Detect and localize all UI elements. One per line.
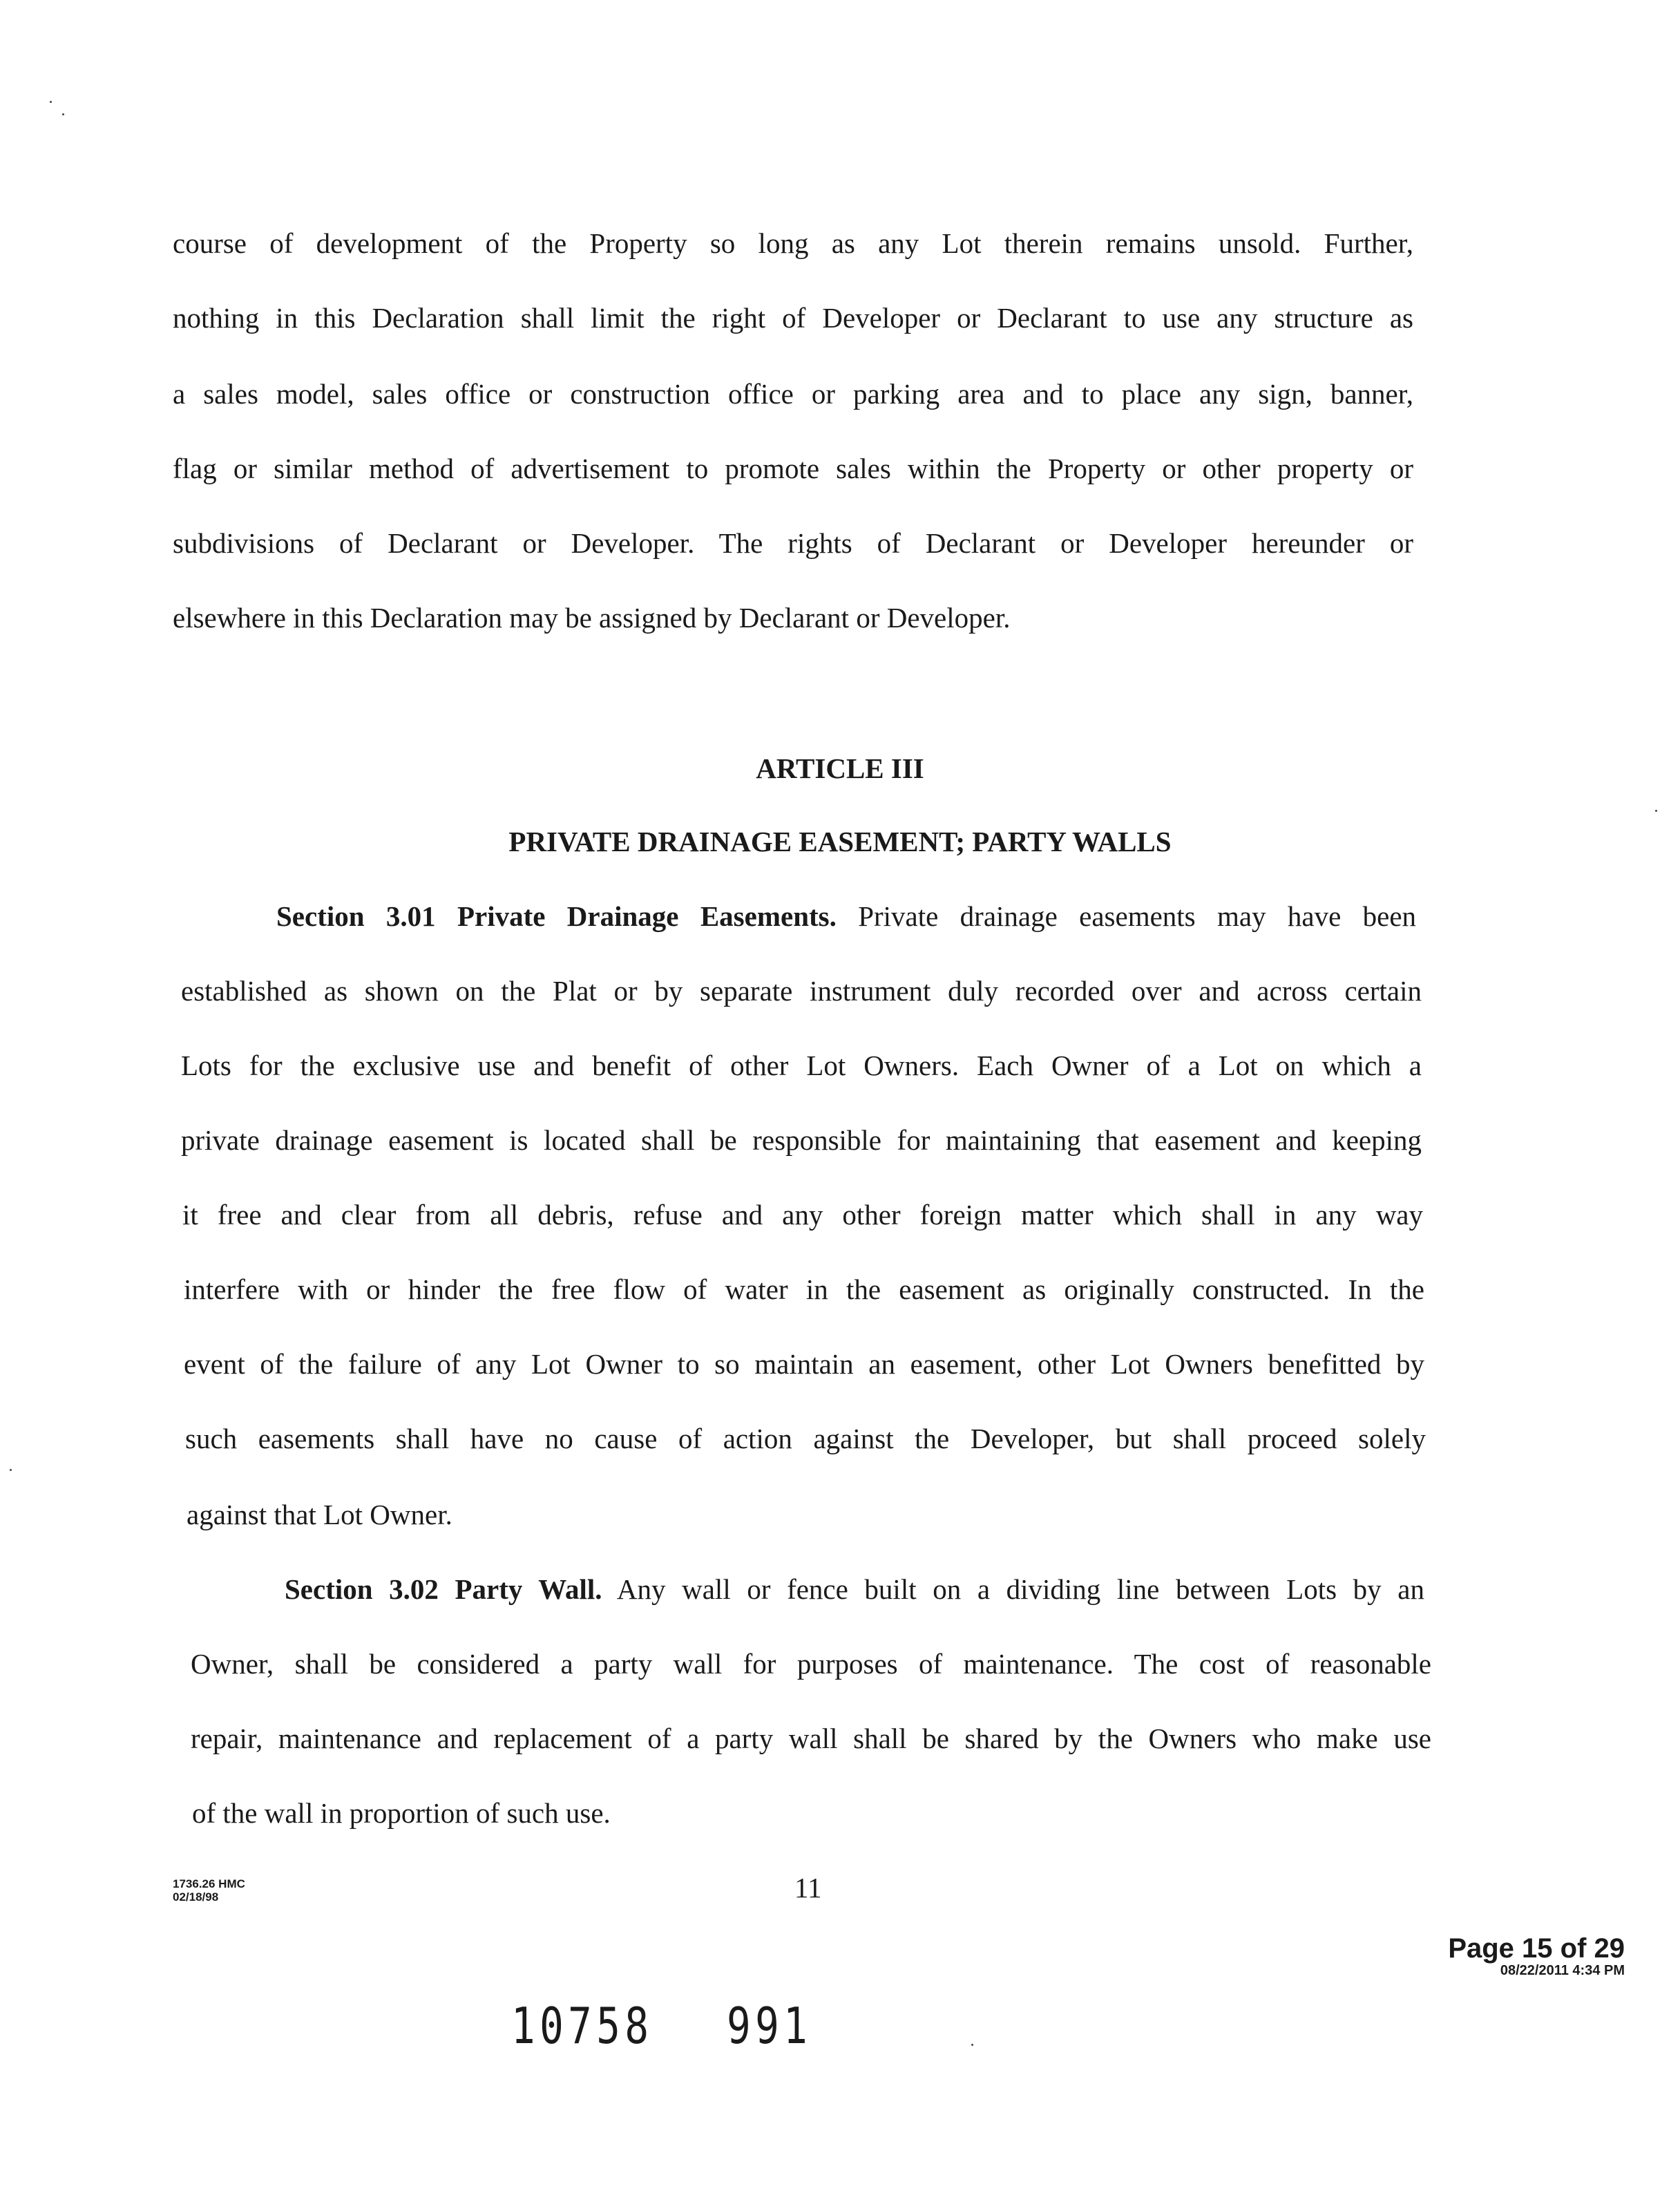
doc-code: 1736.26 HMC [173,1877,245,1890]
scan-speck [10,1469,12,1471]
paragraph-line: established as shown on the Plat or by separate instrument duly recorded over and across certain [181,975,1422,1007]
recording-page: 991 [727,1997,812,2055]
page-number: 11 [794,1872,822,1904]
paragraph-line: event of the failure of any Lot Owner to so maintain an easement, other Lot Owners benefitted by [184,1348,1424,1380]
section-title: Party Wall. [455,1573,602,1605]
paragraph-line: course of development of the Property so long as any Lot therein remains unsold. Further, [173,227,1413,259]
paragraph-line: of the wall in proportion of such use. [192,1797,611,1829]
paragraph-line: such easements shall have no cause of action against the Developer, but shall proceed solely [185,1423,1426,1454]
page-count-label: Page 15 of 29 [1448,1933,1625,1964]
recording-timestamp: 08/22/2011 4:34 PM [1500,1963,1625,1978]
section-first-line [276,902,1416,931]
scan-speck [50,101,52,103]
article-heading: ARTICLE III [756,752,924,784]
footer-doc-code [173,1878,245,1904]
section-number: Section 3.02 [285,1573,439,1605]
section-text: Any wall or fence built on a dividing line between Lots by an [616,1573,1424,1605]
paragraph-line: interfere with or hinder the free flow of water in the easement as originally constructed. In the [184,1273,1424,1305]
scan-speck [971,2044,973,2046]
section-first-line [285,1575,1424,1604]
paragraph-line: against that Lot Owner. [187,1499,452,1530]
scan-speck [62,113,64,115]
paragraph-line: Lots for the exclusive use and benefit of other Lot Owners. Each Owner of a Lot on which a [181,1050,1422,1081]
section-text: Private drainage easements may have been [858,900,1417,932]
scan-speck [1655,810,1657,812]
paragraph-line: Owner, shall be considered a party wall for purposes of maintenance. The cost of reasonable [191,1648,1431,1680]
paragraph-line: nothing in this Declaration shall limit the right of Developer or Declarant to use any structure as [173,302,1413,334]
paragraph-line: repair, maintenance and replacement of a party wall shall be shared by the Owners who make use [191,1723,1431,1754]
section-title: Private Drainage Easements. [457,900,837,932]
paragraph-line: a sales model, sales office or construction office or parking area and to place any sign, banner, [173,378,1413,410]
article-title: PRIVATE DRAINAGE EASEMENT; PARTY WALLS [508,826,1172,857]
paragraph-line: flag or similar method of advertisement to promote sales within the Property or other property or [173,453,1413,484]
paragraph-line: private drainage easement is located shall be responsible for maintaining that easement and keeping [181,1124,1422,1156]
recording-page-stamp [1448,1935,1625,1979]
doc-date: 02/18/98 [173,1890,219,1904]
paragraph-line: subdivisions of Declarant or Developer. The rights of Declarant or Developer hereunder or [173,527,1413,559]
paragraph-line: it free and clear from all debris, refuse and any other foreign matter which shall in any way [182,1199,1423,1231]
paragraph-line: elsewhere in this Declaration may be assigned by Declarant or Developer. [173,602,1011,634]
recording-volume: 10758 [511,1997,653,2055]
section-number: Section 3.01 [276,900,436,932]
